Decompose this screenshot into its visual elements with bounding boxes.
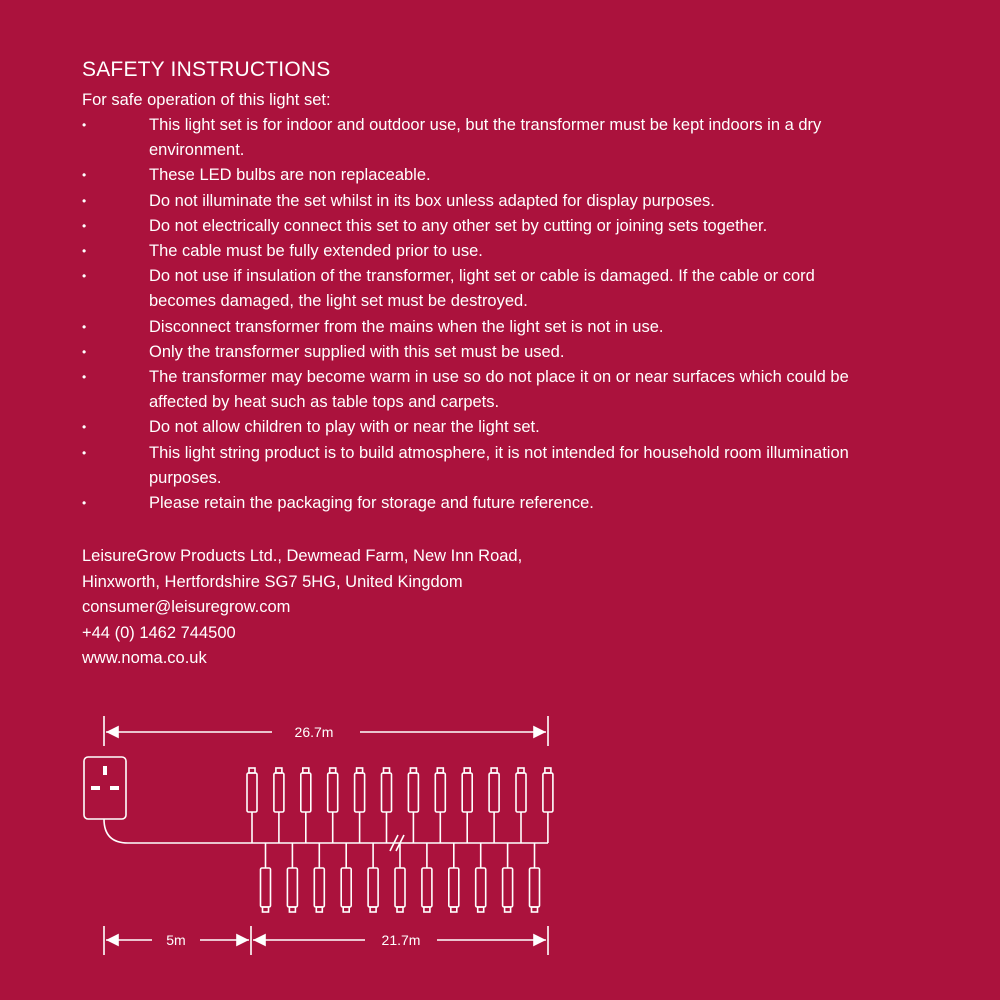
bullet-icon: •	[82, 244, 87, 259]
page-title: SAFETY INSTRUCTIONS	[82, 58, 331, 81]
contact-website: www.noma.co.uk	[82, 649, 207, 667]
bullet-icon: •	[82, 420, 87, 435]
bullet-icon: •	[82, 168, 87, 183]
led-bulb-icon	[395, 843, 405, 912]
rule-text: This light set is for indoor and outdoor use, but the transformer must be kept indoors in a dry environment.	[149, 116, 822, 160]
led-bulb-icon	[476, 843, 486, 912]
lead-length-label: 5m	[166, 932, 186, 948]
rule-text: Do not use if insulation of the transformer, light set or cable is damaged. If the cable or cord becomes damaged, the light set must be destroyed.	[149, 267, 815, 311]
rule-text: Only the transformer supplied with this set must be used.	[149, 342, 565, 361]
bullet-icon: •	[82, 193, 87, 208]
total-length-dimension	[104, 716, 548, 746]
rule-text: Please retain the packaging for storage and future reference.	[149, 494, 594, 513]
total-length-label: 26.7m	[294, 724, 334, 740]
transformer-plug-icon	[84, 757, 252, 843]
top-bulb-row	[247, 768, 553, 843]
led-bulb-icon	[530, 843, 540, 912]
bullet-icon: •	[82, 319, 87, 334]
bullet-icon: •	[82, 218, 87, 233]
led-bulb-icon	[503, 843, 513, 912]
rule-text: This light string product is to build atmosphere, it is not intended for household room illumination purposes.	[149, 443, 849, 487]
intro-text: For safe operation of this light set:	[82, 91, 331, 109]
lit-length-dimension	[253, 926, 548, 955]
bottom-bulb-row	[261, 843, 540, 912]
led-bulb-icon	[422, 843, 432, 912]
led-bulb-icon	[301, 768, 311, 843]
bullet-icon: •	[82, 496, 87, 511]
address-line-1: LeisureGrow Products Ltd., Dewmead Farm, New Inn Road,	[82, 547, 523, 565]
led-bulb-icon	[261, 843, 271, 912]
rule-text: Do not illuminate the set whilst in its box unless adapted for display purposes.	[149, 191, 715, 210]
led-bulb-icon	[516, 768, 526, 843]
led-bulb-icon	[435, 768, 445, 843]
bullet-icon: •	[82, 370, 87, 385]
led-bulb-icon	[287, 843, 297, 912]
rule-text: The transformer may become warm in use so do not place it on or near surfaces which could be affected by heat such as table tops and carpets.	[149, 368, 849, 412]
led-bulb-icon	[368, 843, 378, 912]
led-bulb-icon	[247, 768, 257, 843]
led-bulb-icon	[462, 768, 472, 843]
rule-text: Do not allow children to play with or near the light set.	[149, 418, 540, 437]
led-bulb-icon	[408, 768, 418, 843]
led-bulb-icon	[274, 768, 284, 843]
lit-length-label: 21.7m	[381, 932, 421, 948]
led-bulb-icon	[328, 768, 338, 843]
bullet-icon: •	[82, 445, 87, 460]
led-bulb-icon	[314, 843, 324, 912]
rule-text: Disconnect transformer from the mains when the light set is not in use.	[149, 317, 664, 336]
led-bulb-icon	[382, 768, 392, 843]
contact-phone: +44 (0) 1462 744500	[82, 623, 236, 642]
rule-text: The cable must be fully extended prior to use.	[149, 242, 483, 261]
address-line-2: Hinxworth, Hertfordshire SG7 5HG, United Kingdom	[82, 572, 463, 591]
bullet-icon: •	[82, 118, 87, 132]
led-bulb-icon	[449, 843, 459, 912]
contact-email: consumer@leisuregrow.com	[82, 598, 291, 616]
led-bulb-icon	[341, 843, 351, 912]
led-bulb-icon	[489, 768, 499, 843]
bullet-icon: •	[82, 344, 87, 359]
bullet-icon: •	[82, 269, 87, 284]
rule-text: These LED bulbs are non replaceable.	[149, 166, 431, 185]
rule-text: Do not electrically connect this set to any other set by cutting or joining sets together.	[149, 216, 768, 235]
led-bulb-icon	[355, 768, 365, 843]
led-bulb-icon	[543, 768, 553, 843]
lead-length-dimension	[104, 926, 251, 955]
